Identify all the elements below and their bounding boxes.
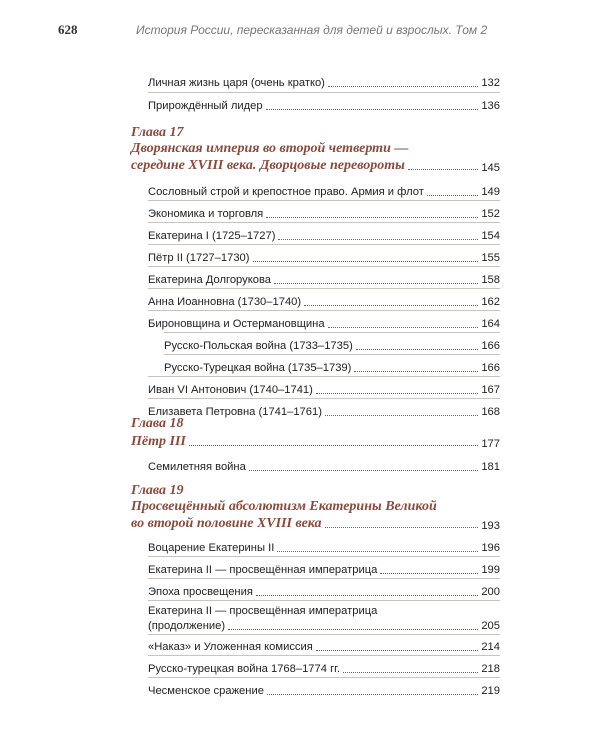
leader-dots: [277, 551, 478, 552]
toc-entry-title: Личная жизнь царя (очень кратко): [148, 77, 325, 89]
leader-dots: [380, 573, 478, 574]
toc-entry-page: 154: [481, 230, 500, 242]
chapter-18-title: Пётр III: [131, 434, 186, 449]
chapter-17-title-line2: середине XVIII века. Дворцовые перевороты: [131, 158, 405, 173]
toc-entry-page: 167: [481, 384, 500, 396]
toc-entry-title-line1[interactable]: Екатерина II — просвещённая императрица: [148, 605, 378, 617]
entry-divider: [148, 92, 500, 93]
entry-divider: [148, 266, 500, 267]
toc-entry[interactable]: [148, 95, 500, 113]
leader-dots: [228, 629, 478, 630]
toc-entry-title: Русско-Польская война (1733–1735): [164, 340, 353, 352]
leader-dots: [328, 86, 478, 87]
leader-dots: [266, 109, 479, 110]
toc-entry-title: Эпоха просвещения: [148, 586, 253, 598]
entry-divider: [148, 222, 500, 223]
toc-entry-title: Прирождённый лидер: [148, 100, 263, 112]
entry-divider: [148, 200, 500, 201]
page-number: 628: [58, 22, 78, 37]
entry-divider: [148, 244, 500, 245]
page-header: [58, 22, 540, 40]
chapter-19-heading[interactable]: [131, 514, 500, 532]
chapter-19-page: 193: [481, 520, 500, 532]
toc-entry-page: 166: [481, 340, 500, 352]
toc-entry-title: Семилетняя война: [148, 461, 246, 473]
leader-dots: [316, 393, 478, 394]
toc-entry[interactable]: [148, 203, 500, 221]
toc-entry-page: 199: [481, 564, 500, 576]
chapter-19-title-line1[interactable]: Просвещённый абсолютизм Екатерины Великой: [131, 499, 437, 514]
toc-entry-page: 168: [481, 406, 500, 418]
toc-entry-title: Сословный строй и крепостное право. Армия и флот: [148, 186, 424, 198]
toc-entry-title: Русско-турецкая война 1768–1774 гг.: [148, 663, 340, 675]
toc-entry-title: Екатерина I (1725–1727): [148, 230, 276, 242]
chapter-17-heading[interactable]: [131, 156, 500, 174]
toc-entry-title: Пётр II (1727–1730): [148, 252, 250, 264]
leader-dots: [266, 217, 478, 218]
toc-entry-page: 132: [481, 77, 500, 89]
toc-entry[interactable]: [148, 559, 500, 577]
leader-dots: [427, 195, 478, 196]
entry-divider: [148, 398, 500, 399]
leader-dots: [408, 169, 478, 170]
entry-divider: [148, 655, 500, 656]
toc-entry[interactable]: [148, 615, 500, 633]
chapter-18-heading[interactable]: [131, 432, 500, 450]
toc-entry[interactable]: [148, 401, 500, 419]
entry-divider: [148, 310, 500, 311]
entry-divider: [164, 354, 500, 355]
toc-entry[interactable]: [148, 581, 500, 599]
toc-entry-title: Елизавета Петровна (1741–1761): [148, 406, 322, 418]
chapter-19-label: Глава 19: [131, 483, 184, 498]
chapter-17-label: Глава 17: [131, 125, 184, 140]
entry-divider: [148, 578, 500, 579]
toc-entry[interactable]: [148, 269, 500, 287]
toc-entry[interactable]: [148, 181, 500, 199]
chapter-18-page: 177: [481, 438, 500, 450]
toc-entry-page: 214: [481, 641, 500, 653]
toc-entry[interactable]: [148, 247, 500, 265]
leader-dots: [343, 672, 478, 673]
toc-entry-title: Бироновщина и Остермановщина: [148, 318, 325, 330]
entry-divider: [148, 556, 500, 557]
toc-entry-page: 149: [481, 186, 500, 198]
entry-divider: [148, 600, 500, 601]
chapter-17-page: 145: [481, 162, 500, 174]
toc-entry-page: 166: [481, 362, 500, 374]
toc-entry-page: 200: [481, 586, 500, 598]
toc-entry-title: «Наказ» и Уложенная комиссия: [148, 641, 313, 653]
toc-entry[interactable]: [148, 680, 500, 698]
leader-dots: [316, 650, 479, 651]
toc-entry-page: 152: [481, 208, 500, 220]
toc-subentry[interactable]: [164, 335, 500, 353]
toc-entry-page: 162: [481, 296, 500, 308]
entry-divider: [148, 634, 500, 635]
leader-dots: [354, 371, 478, 372]
toc-subentry[interactable]: [164, 357, 500, 375]
toc-entry-title: Екатерина Долгорукова: [148, 274, 272, 286]
toc-entry[interactable]: [148, 456, 500, 474]
toc-entry[interactable]: [148, 658, 500, 676]
toc-entry-title: Чесменское сражение: [148, 685, 264, 697]
leader-dots: [325, 415, 478, 416]
toc-entry-title: Иван VI Антонович (1740–1741): [148, 384, 313, 396]
toc-entry-title: Екатерина II — просвещённая императрица: [148, 564, 378, 576]
toc-entry-page: 155: [481, 252, 500, 264]
toc-entry[interactable]: [148, 636, 500, 654]
toc-entry[interactable]: [148, 291, 500, 309]
toc-entry-page: 205: [481, 620, 500, 632]
leader-dots: [328, 327, 479, 328]
toc-entry-page: 196: [481, 542, 500, 554]
toc-entry-page: 181: [481, 461, 500, 473]
toc-entry-page: 164: [481, 318, 500, 330]
toc-entry-title: Воцарение Екатерины II: [148, 542, 275, 554]
toc-entry-title-line2: (продолжение): [148, 620, 226, 632]
toc-entry-title: Экономика и торговля: [148, 208, 264, 220]
leader-dots: [249, 470, 478, 471]
entry-divider: [164, 332, 500, 333]
leader-dots: [256, 595, 478, 596]
toc-entry[interactable]: [148, 537, 500, 555]
leader-dots: [253, 261, 479, 262]
running-title: История России, пересказанная для детей и взрослых. Том 2: [136, 23, 488, 37]
toc-entry-page: 219: [481, 685, 500, 697]
toc-entry[interactable]: [148, 225, 500, 243]
leader-dots: [278, 239, 478, 240]
entry-divider: [148, 288, 500, 289]
leader-dots: [189, 445, 478, 446]
leader-dots: [356, 349, 479, 350]
chapter-17-title-line1[interactable]: Дворянская империя во второй четверти —: [131, 141, 409, 156]
leader-dots: [325, 527, 479, 528]
toc-entry-page: 158: [481, 274, 500, 286]
leader-dots: [304, 305, 478, 306]
toc-entry-page: 218: [481, 663, 500, 675]
entry-divider: [148, 376, 500, 377]
chapter-18-label: Глава 18: [131, 416, 184, 431]
leader-dots: [274, 283, 478, 284]
entry-divider: [148, 677, 500, 678]
chapter-19-title-line2: во второй половине XVIII века: [131, 516, 322, 531]
toc-entry[interactable]: [148, 72, 500, 90]
toc-entry[interactable]: [148, 313, 500, 331]
leader-dots: [267, 694, 478, 695]
toc-entry-title: Русско-Турецкая война (1735–1739): [164, 362, 352, 374]
toc-entry-title: Анна Иоанновна (1730–1740): [148, 296, 302, 308]
toc-entry-page: 136: [481, 100, 500, 112]
toc-entry[interactable]: [148, 379, 500, 397]
